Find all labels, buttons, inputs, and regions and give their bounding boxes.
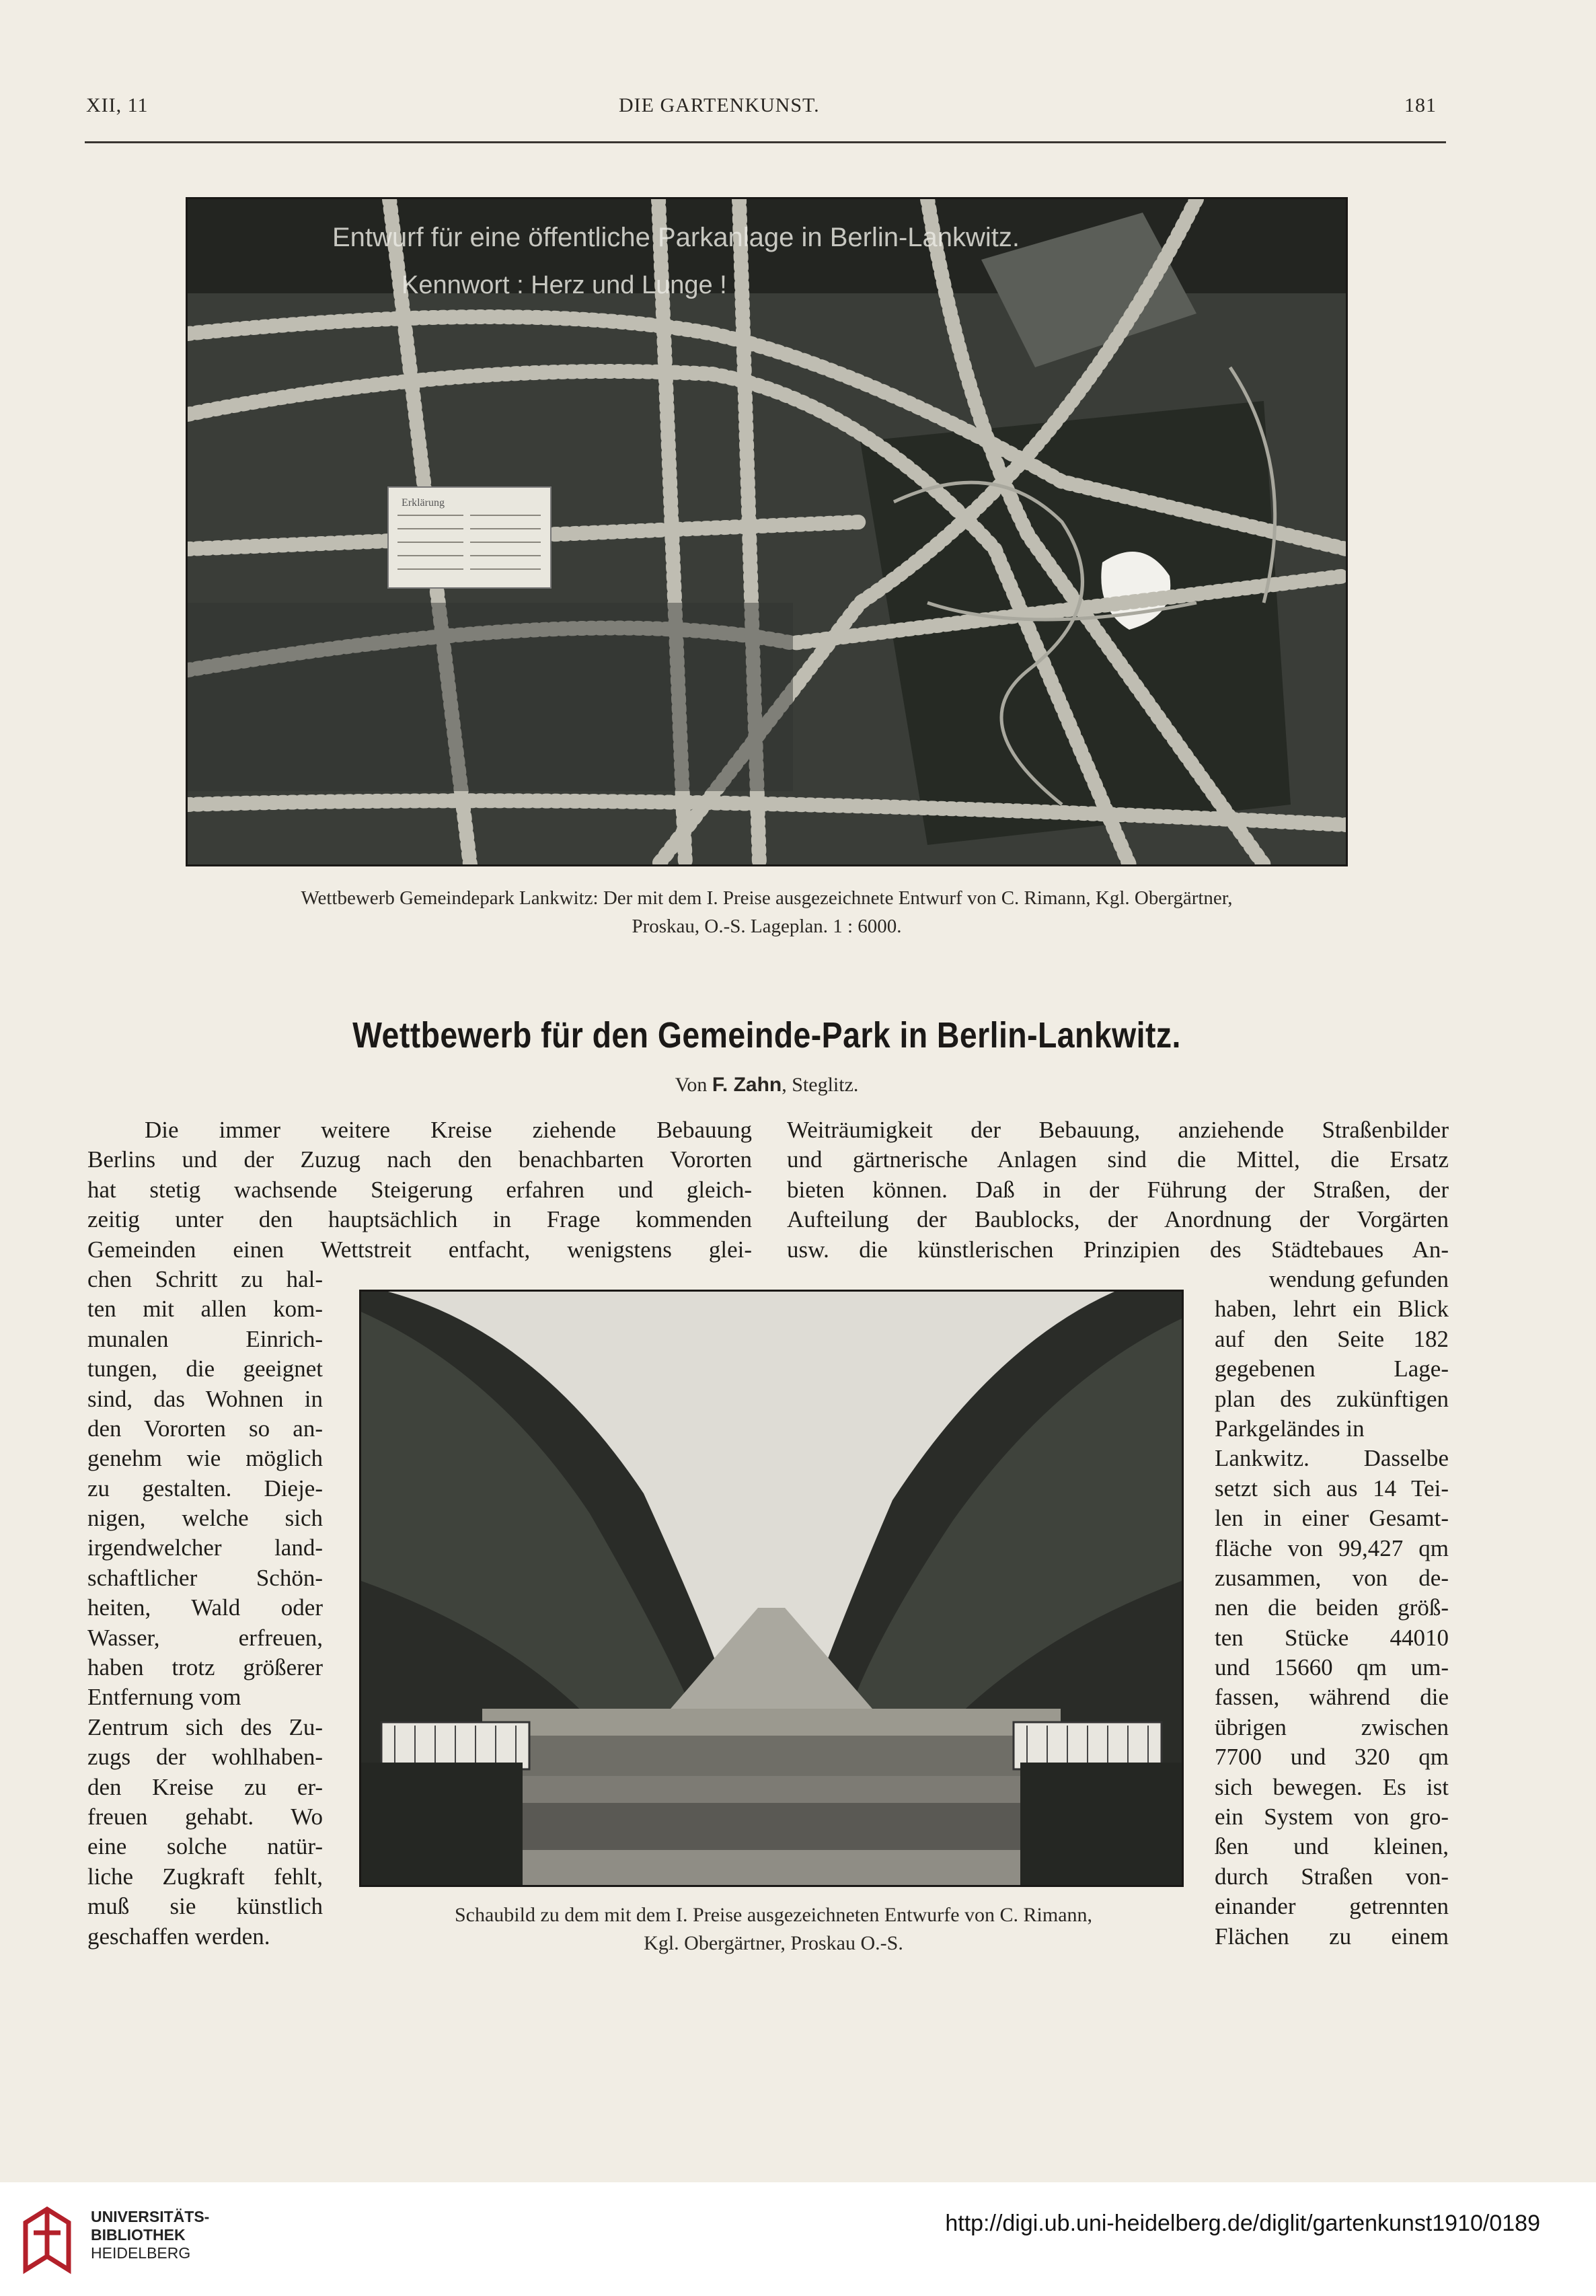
footer-bar [0, 2182, 1596, 2296]
text-line: durch Straßen von- [1215, 1863, 1449, 1890]
text-line: wendung gefunden [1268, 1266, 1449, 1292]
text-line: sind, das Wohnen in [87, 1385, 323, 1412]
text-line: Die immer weitere Kreise ziehende Bebauung [145, 1117, 752, 1143]
text-line: Weiträumigkeit der Bebauung, anziehende Straßenbilder [787, 1117, 1449, 1143]
text-line: muß sie künstlich [87, 1893, 323, 1920]
text-line: Flächen zu einem [1215, 1923, 1449, 1950]
logo-line-3: HEIDELBERG [91, 2244, 191, 2262]
text-line: den Kreise zu er- [87, 1773, 323, 1800]
plan-caption-line-2: Proskau, O.-S. Lageplan. 1 : 6000. [632, 916, 902, 937]
plan-caption-line-1: Wettbewerb Gemeindepark Lankwitz: Der mit dem I. Preise ausgezeichnete Entwurf von C. Rimann, Kgl. Obergärtner, [301, 887, 1233, 909]
right-text-column-top [787, 1115, 1449, 1265]
source-url-link[interactable]: http://digi.ub.uni-heidelberg.de/diglit/gartenkunst1910/0189 [945, 2211, 1540, 2236]
text-line: usw. die künstlerischen Prinzipien des Städtebaues An- [787, 1236, 1449, 1263]
text-line: heiten, Wald oder [87, 1594, 323, 1621]
text-line: nigen, welche sich [87, 1505, 323, 1532]
text-line: Wasser, erfreuen, [87, 1624, 323, 1651]
text-line: den Vororten so an- [87, 1415, 323, 1442]
text-line: auf den Seite 182 [1215, 1325, 1449, 1352]
running-head-page-number: 181 [1404, 94, 1437, 116]
site-plan-image [186, 197, 1348, 866]
perspective-caption-line-1: Schaubild zu dem mit dem I. Preise ausgezeichneten Entwurfe von C. Rimann, [454, 1904, 1093, 1926]
text-line: nen die beiden größ- [1215, 1594, 1449, 1621]
text-line: munalen Einrich- [87, 1325, 323, 1352]
running-head-journal-title: DIE GARTENKUNST. [619, 94, 820, 116]
article-title: Wettbewerb für den Gemeinde-Park in Berlin-Lankwitz. [352, 1015, 1181, 1056]
text-line: Entfernung vom [87, 1684, 241, 1711]
plan-legend-heading: Erklärung [402, 497, 445, 509]
article-byline [94, 1074, 1439, 1097]
text-line: len in einer Gesamt- [1215, 1505, 1449, 1532]
text-line: zu gestalten. Dieje- [87, 1475, 323, 1502]
text-line: haben trotz größerer [87, 1654, 323, 1681]
text-line: zusammen, von de- [1215, 1564, 1449, 1591]
text-line: haben, lehrt ein Blick [1215, 1296, 1449, 1323]
text-line: Gemeinden einen Wettstreit entfacht, wenigstens glei- [87, 1236, 752, 1263]
perspective-caption-line-2: Kgl. Obergärtner, Proskau O.-S. [644, 1932, 903, 1954]
byline-prefix: Von [675, 1074, 708, 1096]
header-rule [85, 141, 1446, 143]
text-line: übrigen zwischen [1215, 1713, 1449, 1740]
byline-author: F. Zahn [712, 1074, 782, 1096]
text-line: schaftlicher Schön- [87, 1564, 323, 1591]
logo-line-2: BIBLIOTHEK [91, 2226, 186, 2244]
plan-overlay-motto: Kennwort : Herz und Lunge ! [402, 271, 727, 299]
byline-suffix: , Steglitz. [782, 1074, 859, 1096]
text-line: sich bewegen. Es ist [1215, 1773, 1449, 1800]
text-line: und 15660 qm um- [1215, 1654, 1449, 1681]
text-line: liche Zugkraft fehlt, [87, 1863, 323, 1890]
text-line: 7700 und 320 qm [1215, 1744, 1449, 1771]
text-line: Parkgeländes in [1215, 1415, 1365, 1442]
right-text-column-narrow [1215, 1265, 1449, 1952]
text-line: irgendwelcher land- [87, 1534, 323, 1561]
text-line: plan des zukünftigen [1215, 1385, 1449, 1412]
text-line: zugs der wohlhaben- [87, 1744, 323, 1771]
running-head-volume: XII, 11 [86, 94, 149, 116]
text-line: einander getrennten [1215, 1893, 1449, 1920]
text-line: Aufteilung der Baublocks, der Anordnung der Vorgärten [787, 1206, 1449, 1233]
text-line: ein System von gro- [1215, 1804, 1449, 1830]
park-perspective-image [359, 1290, 1184, 1887]
text-line: ßen und kleinen, [1215, 1833, 1449, 1860]
text-line: gegebenen Lage- [1215, 1356, 1449, 1382]
text-line: chen Schritt zu hal- [87, 1265, 323, 1292]
text-line: fläche von 99,427 qm [1215, 1534, 1449, 1561]
text-line: fassen, während die [1215, 1684, 1449, 1711]
plan-figure-caption [94, 884, 1439, 940]
library-logo-icon [20, 2202, 74, 2276]
text-line: ten Stücke 44010 [1215, 1624, 1449, 1651]
text-line: bieten können. Daß in der Führung der Straßen, der [787, 1176, 1449, 1203]
text-line: setzt sich aus 14 Tei- [1215, 1475, 1449, 1502]
plan-overlay-title: Entwurf für eine öffentliche Parkanlage in Berlin-Lankwitz. [332, 223, 1020, 252]
text-line: hat stetig wachsende Steigerung erfahren und gleich- [87, 1176, 752, 1203]
text-line: geschaffen werden. [87, 1923, 270, 1950]
perspective-figure-caption [350, 1901, 1197, 1958]
logo-line-1: UNIVERSITÄTS- [91, 2208, 210, 2225]
text-line: Berlins und der Zuzug nach den benachbarten Vororten [87, 1146, 752, 1173]
text-line: genehm wie möglich [87, 1445, 323, 1472]
text-line: eine solche natür- [87, 1833, 323, 1860]
text-line: Zentrum sich des Zu- [87, 1713, 323, 1740]
text-line: tungen, die geeignet [87, 1356, 323, 1382]
text-line: Lankwitz. Dasselbe [1215, 1445, 1449, 1472]
text-line: freuen gehabt. Wo [87, 1803, 323, 1830]
library-logo-text [91, 2208, 209, 2262]
text-line: ten mit allen kom- [87, 1296, 323, 1323]
text-line: zeitig unter den hauptsächlich in Frage kommenden [87, 1206, 752, 1233]
text-line: und gärtnerische Anlagen sind die Mittel, die Ersatz [787, 1146, 1449, 1173]
